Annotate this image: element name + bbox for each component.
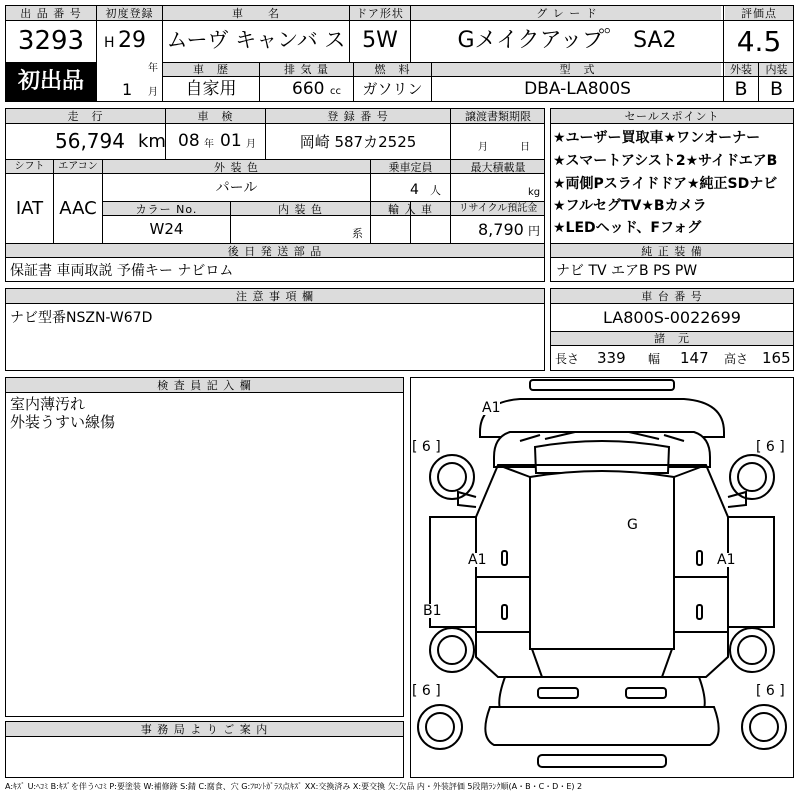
fuel: ガソリン (362, 80, 423, 98)
mileage: 56,794 (55, 129, 125, 153)
diagram-mark-left-rear: B1 (423, 603, 442, 619)
car-name-label: 車 名 (232, 7, 280, 20)
height-label: 高さ (724, 352, 749, 366)
diagram-mark-tire-rl: [ 6 ] (412, 683, 441, 699)
ext-color-label: 外 装 色 (214, 161, 259, 174)
equipment-label: 純 正 装 備 (641, 245, 703, 258)
equipment: ナビ TV エアB PS PW (556, 263, 698, 279)
footer-legend: A:ｷｽﾞ U:ﾍｺﾐ B:ｷｽﾞを伴うﾍｺﾐ P:要塗装 W:補修跡 S:錆 C:腐食、穴 G:ﾌﾛﾝﾄｶﾞﾗｽ点ｷｽﾞ XX:交換済み X:要交換 欠:欠品 内・外装評価 5段階ﾗﾝｸ順(A・B・C・D・E) 2 (5, 782, 583, 791)
recycle-label: リサイクル預託金 (458, 203, 538, 214)
displacement-label: 排 気 量 (284, 63, 329, 76)
capacity-unit: 人 (430, 184, 441, 197)
reg-month-unit: 月 (148, 87, 158, 98)
grade-label: グ レ ー ド (536, 7, 598, 20)
score-value: 4.5 (736, 25, 782, 58)
era-letter: H (104, 35, 115, 51)
exterior-grade-label: 外装 (730, 63, 752, 76)
door-label: ドア形状 (356, 7, 404, 20)
diagram-mark-tire-fl: [ 6 ] (412, 439, 441, 455)
displacement: 660 (292, 79, 325, 99)
ext-color: パール (215, 180, 258, 196)
chassis-number: LA800S-0022699 (603, 308, 741, 327)
chassis-label: 車 台 番 号 (641, 290, 703, 303)
shipping-parts: 保証書 車両取説 予備キー ナビロム (10, 263, 234, 279)
length-value: 339 (597, 349, 626, 367)
transfer-day-unit: 日 (520, 142, 530, 153)
displacement-unit: cc (330, 86, 341, 97)
plate-number: 岡崎 587カ2525 (299, 133, 417, 151)
exterior-grade: B (734, 78, 748, 100)
mileage-unit: km (138, 131, 166, 152)
sales-point: ★ユーザー買取車★ワンオーナー (553, 130, 761, 146)
color-no: W24 (149, 220, 184, 238)
sales-label: セールスポイント (624, 110, 720, 123)
interior-grade-label: 内装 (765, 63, 788, 76)
reg-year-unit: 年 (148, 63, 158, 74)
inspector-line: 室内薄汚れ (10, 395, 86, 413)
sales-point: ★フルセグTV★Bカメラ (553, 198, 707, 214)
plate-label: 登 録 番 号 (327, 110, 389, 123)
inspection-year: 08 (178, 131, 200, 151)
model: DBA-LA800S (524, 79, 631, 99)
inspector-line: 外装うすい線傷 (10, 413, 116, 431)
int-color-label: 内 装 色 (278, 203, 323, 216)
diagram-mark-glass: G (627, 517, 638, 533)
load-unit: kg (528, 187, 541, 198)
width-label: 幅 (648, 352, 661, 366)
ac-label: エアコン (58, 161, 98, 172)
diagram-mark-tire-rr: [ 6 ] (756, 683, 785, 699)
notes-text: ナビ型番NSZN-W67D (10, 310, 153, 326)
history: 自家用 (185, 79, 237, 99)
score-label: 評価点 (741, 7, 777, 20)
import-label: 輸 入 車 (388, 203, 433, 216)
sales-point: ★LEDヘッド、Fフォグ (553, 220, 702, 236)
capacity: 4 (410, 182, 419, 198)
reg-year: 29 (118, 28, 146, 53)
color-no-label: カラー No. (135, 203, 198, 216)
inspection-month-unit: 月 (246, 139, 256, 150)
dims-label: 諸 元 (654, 332, 690, 345)
fuel-label: 燃 料 (374, 63, 411, 76)
shipping-label: 後 日 発 送 部 品 (227, 245, 323, 258)
lot-no-label: 出 品 番 号 (20, 7, 82, 20)
shift: IAT (15, 198, 44, 219)
load-label: 最大積載量 (470, 161, 526, 174)
mileage-label: 走 行 (67, 110, 104, 123)
first-listing-text: 初出品 (17, 69, 84, 94)
sales-point: ★両側Pスライドドア★純正SDナビ (553, 176, 778, 192)
first-reg-label: 初度登録 (105, 7, 154, 20)
int-color-unit: 系 (352, 227, 363, 240)
interior-grade: B (769, 78, 784, 100)
diagram-mark-front: A1 (482, 400, 501, 416)
width-value: 147 (680, 349, 709, 367)
office-label: 事 務 局 よ り ご 案 内 (140, 723, 269, 736)
height-value: 165 (762, 349, 791, 367)
model-label: 型 式 (559, 63, 596, 76)
inspection-month: 01 (220, 131, 242, 151)
inspection-label: 車 検 (197, 110, 234, 123)
grade: Gメイクアップ゜ SA2 (457, 28, 677, 53)
sales-point: ★スマートアシスト2★サイドエアB (553, 153, 778, 169)
transfer-label: 譲渡書類期限 (465, 110, 531, 123)
car-name: ムーヴ キャンバ ス (166, 28, 346, 52)
history-label: 車 歴 (193, 63, 229, 76)
recycle-amount: 8,790 (478, 220, 524, 239)
notes-label: 注 意 事 項 欄 (236, 290, 314, 303)
inspection-year-unit: 年 (204, 139, 214, 150)
capacity-label: 乗車定員 (388, 161, 433, 174)
diagram-mark-right-side: A1 (717, 552, 736, 568)
diagram-mark-left-side: A1 (468, 552, 487, 568)
ac: AAC (59, 198, 97, 219)
car-diagram (410, 377, 794, 778)
recycle-unit: 円 (528, 224, 541, 238)
inspector-label: 検 査 員 記 入 欄 (157, 379, 252, 392)
door-type: 5W (362, 28, 398, 53)
diagram-mark-tire-fr: [ 6 ] (756, 439, 785, 455)
lot-number: 3293 (17, 26, 85, 56)
reg-month: 1 (122, 80, 133, 99)
transfer-month-unit: 月 (478, 142, 488, 153)
length-label: 長さ (555, 352, 580, 366)
shift-label: シフト (14, 161, 45, 172)
